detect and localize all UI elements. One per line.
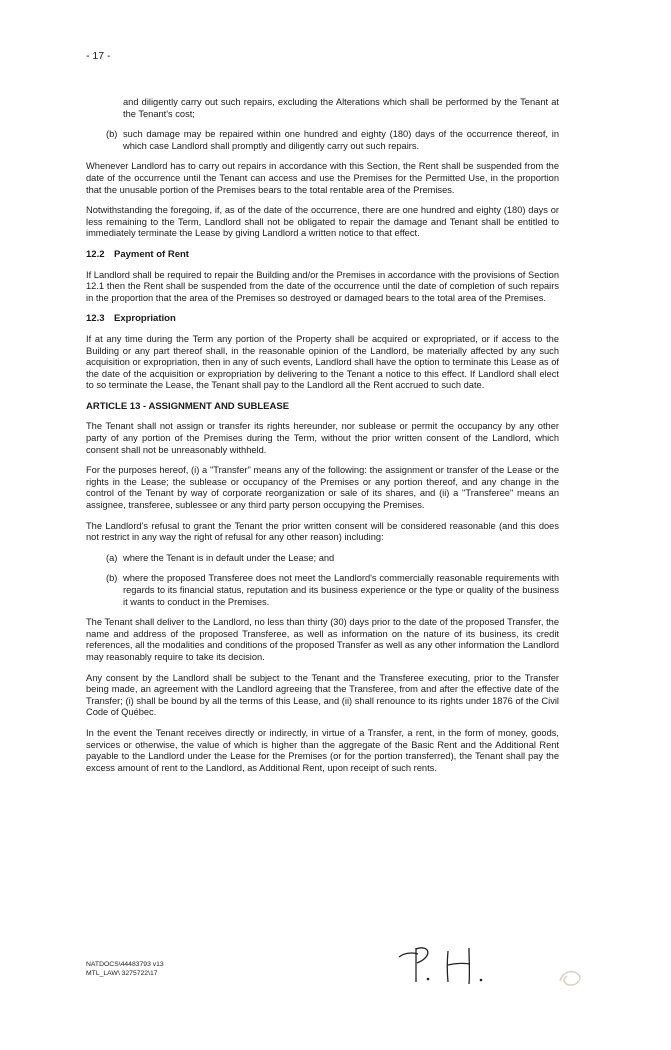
list-item-text: where the proposed Transferee does not meet the Landlord's commercially reasonable requirements with regards to its financial status, reputation and its business experience or the type or quality of the business it wants to conduct in the Premises. (123, 573, 559, 607)
list-item-label: (b) (106, 129, 118, 140)
list-item-label: (b) (106, 573, 118, 584)
article-13-heading: ARTICLE 13 - ASSIGNMENT AND SUBLEASE (86, 400, 290, 412)
footer-docref-2: MTL_LAW\ 3275722\17 (86, 969, 158, 977)
paragraph-repairs-rent-suspension: Whenever Landlord has to carry out repairs in accordance with this Section, the Rent shall be suspended from the date of the occurrence until the Tenant can access and use the Premises for the Permitted Use, in the proportion that the unusable portion of the Premises bears to the total rentable area of the Premises. (86, 161, 559, 195)
list-item-b-transferee (106, 573, 559, 608)
list-item-label: (a) (106, 552, 118, 563)
list-item-text: such damage may be repaired within one hundred and eighty (180) days of the occurrence thereof, in which case Landlord shall promptly and diligently carry out such repairs. (123, 129, 559, 151)
paragraph-notwithstanding: Notwithstanding the foregoing, if, as of the date of the occurrence, there are one hundred and eighty (180) days or less remaining to the Term, Landlord shall not be obligated to repair the damage and Tenant shall be entitled to immediately terminate the Lease by giving Landlord a written notice to that effect. (86, 205, 559, 239)
handwritten-initials (396, 942, 496, 988)
paragraph-notice-of-transfer: The Tenant shall deliver to the Landlord, no less than thirty (30) days prior to the date of the proposed Transfer, the name and address of the proposed Transferee, as well as information on the nature of its business, its credit references, all the modalities and conditions of the proposed Transfer as well as any other information the Landlord may reasonably require to take its decision. (86, 617, 559, 662)
paragraph-definitions: For the purposes hereof, (i) a "Transfer" means any of the following: the assignment or transfer of the Lease or the rights in the Lease; the sublease or occupancy of the Premises or any portion thereof, and any change in the control of the Tenant by way of corporate reorganization or sale of its shares, and (ii) a "Transferee" means an assignee, transferee, sublessee or any third party person occupying the Premises. (86, 465, 559, 511)
lease-body (86, 97, 559, 783)
continuation-paragraph: and diligently carry out such repairs, excluding the Alterations which shall be performed by the Tenant at the Tenant's cost; (123, 97, 559, 119)
paragraph-no-assignment: The Tenant shall not assign or transfer its rights hereunder, nor sublease or permit the occupancy by any other party of any portion of the Premises during the Term, without the prior written consent of the Landlord, which consent shall not be unreasonably withheld. (86, 421, 559, 455)
paragraph-refusal: The Landlord's refusal to grant the Tenant the prior written consent will be considered reasonable (and this does not restrict in any way the right of refusal for any other reason) including: (86, 520, 559, 543)
section-number: 12.3 (86, 313, 105, 325)
section-number: 12.2 (86, 248, 105, 260)
paragraph-excess-rent: In the event the Tenant receives directly or indirectly, in virtue of a Transfer, a rent, in the form of money, goods, services or otherwise, the value of which is higher than the aggregate of the Basic Rent and the Additional Rent payable to the Landlord under the Lease for the Premises (or for the portion transferred), the Tenant shall pay the excess amount of rent to the Landlord, as Additional Rent, upon receipt of such rents. (86, 727, 559, 773)
list-item-a-default (106, 553, 559, 565)
footer-docref-1: NATDOCS\44483793 v13 (86, 961, 164, 968)
document-footer (86, 961, 164, 978)
paragraph-expropriation: If at any time during the Term any portion of the Property shall be acquired or expropriated, or if access to the Building or any part thereof shall, in the reasonable opinion of the Landlord, be materially affected by any such acquisition or expropriation, then in any of such events, Landlord shall have the option to terminate this Lease as of the date of the acquisition or expropriation by delivering to the Tenant a notice to this effect. If Landlord shall elect to so terminate the Lease, the Tenant shall pay to the Landlord all the Rent accrued to such date. (86, 333, 559, 391)
section-heading-12-3 (86, 313, 559, 325)
paragraph-payment-of-rent: If Landlord shall be required to repair the Building and/or the Premises in accordance with the provisions of Section 12.1 then the Rent shall be suspended from the date of the occurrence until the date of completion of such repairs in the proportion that the area of the Premises so destroyed or damaged bears to the total area of the Premises. (86, 269, 559, 303)
page-number: - 17 - (86, 50, 111, 62)
list-item-b-repair (106, 129, 559, 152)
section-title: Payment of Rent (114, 248, 189, 260)
section-heading-12-2 (86, 249, 559, 261)
faint-stamp-mark (555, 965, 585, 991)
section-title: Expropriation (114, 313, 176, 325)
list-item-text: where the Tenant is in default under the Lease; and (123, 552, 335, 563)
paragraph-consent-conditions: Any consent by the Landlord shall be subject to the Tenant and the Transferee executing, prior to the Transfer being made, an agreement with the Landlord agreeing that the Transferee, from and after the effective date of the Transfer; (i) shall be bound by all the terms of this Lease, and (ii) shall renounce to its rights under 1876 of the Civil Code of Québec. (86, 672, 559, 718)
